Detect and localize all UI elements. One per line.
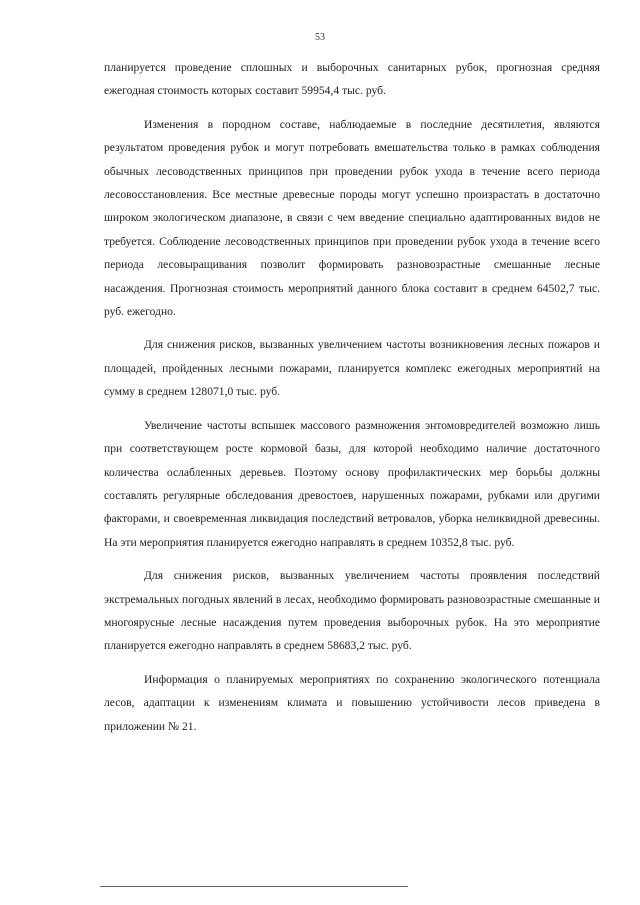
paragraph-extreme-weather: Для снижения рисков, вызванных увеличением частоты проявления последствий экстремальных погодных явлений в лесах, необходимо формировать разновозрастные смешанные и многоярусные лесные насаждения путем проведения выборочных рубок. На это мероприятие планируется ежегодно направлять в среднем 58683,2 тыс. руб. [104, 569, 600, 653]
footnote-divider [100, 886, 408, 887]
body-text [104, 56, 600, 748]
paragraph-species-composition: Изменения в породном составе, наблюдаемые в последние десятилетия, являются результатом проведения рубок и могут потребовать вмешательства только в рамках соблюдения обычных лесоводственных принципов при проведении рубок ухода в течение всего периода лесовосстановления. Все местные древесные породы могут успешно произрастать в достаточно широком экологическом диапазоне, в связи с чем введение специально адаптированных видов не требуется. Соблюдение лесоводственных принципов при проведении рубок ухода в течение всего периода лесовыращивания позволит формировать разновозрастные смешанные лесные насаждения. Прогнозная стоимость мероприятий данного блока составит в среднем 64502,7 тыс. руб. ежегодно. [104, 117, 600, 319]
paragraph-pest-outbreaks: Увеличение частоты вспышек массового размножения энтомовредителей возможно лишь при соответствующем росте кормовой базы, для которой необходимо наличие достаточного количества ослабленных деревьев. Поэтому основу профилактических мер борьбы должны составлять регулярные обследования древостоев, нарушенных пожарами, рубками или другими факторами, и своевременная ликвидация последствий ветровалов, уборка неликвидной древесины. На эти мероприятия планируется ежегодно направлять в среднем 10352,8 тыс. руб. [104, 418, 600, 549]
paragraph-appendix-reference: Информация о планируемых мероприятиях по сохранению экологического потенциала лесов, адаптации к изменениям климата и повышению устойчивости лесов приведена в приложении № 21. [104, 672, 600, 733]
page-number: 53 [315, 32, 325, 43]
paragraph-continuation: планируется проведение сплошных и выборочных санитарных рубок, прогнозная средняя ежегодная стоимость которых составит 59954,4 тыс. руб. [104, 61, 600, 98]
paragraph-fire-risks: Для снижения рисков, вызванных увеличением частоты возникновения лесных пожаров и площадей, пройденных лесными пожарами, планируется комплекс ежегодных мероприятий на сумму в среднем 128071,0 тыс. руб. [104, 338, 600, 399]
